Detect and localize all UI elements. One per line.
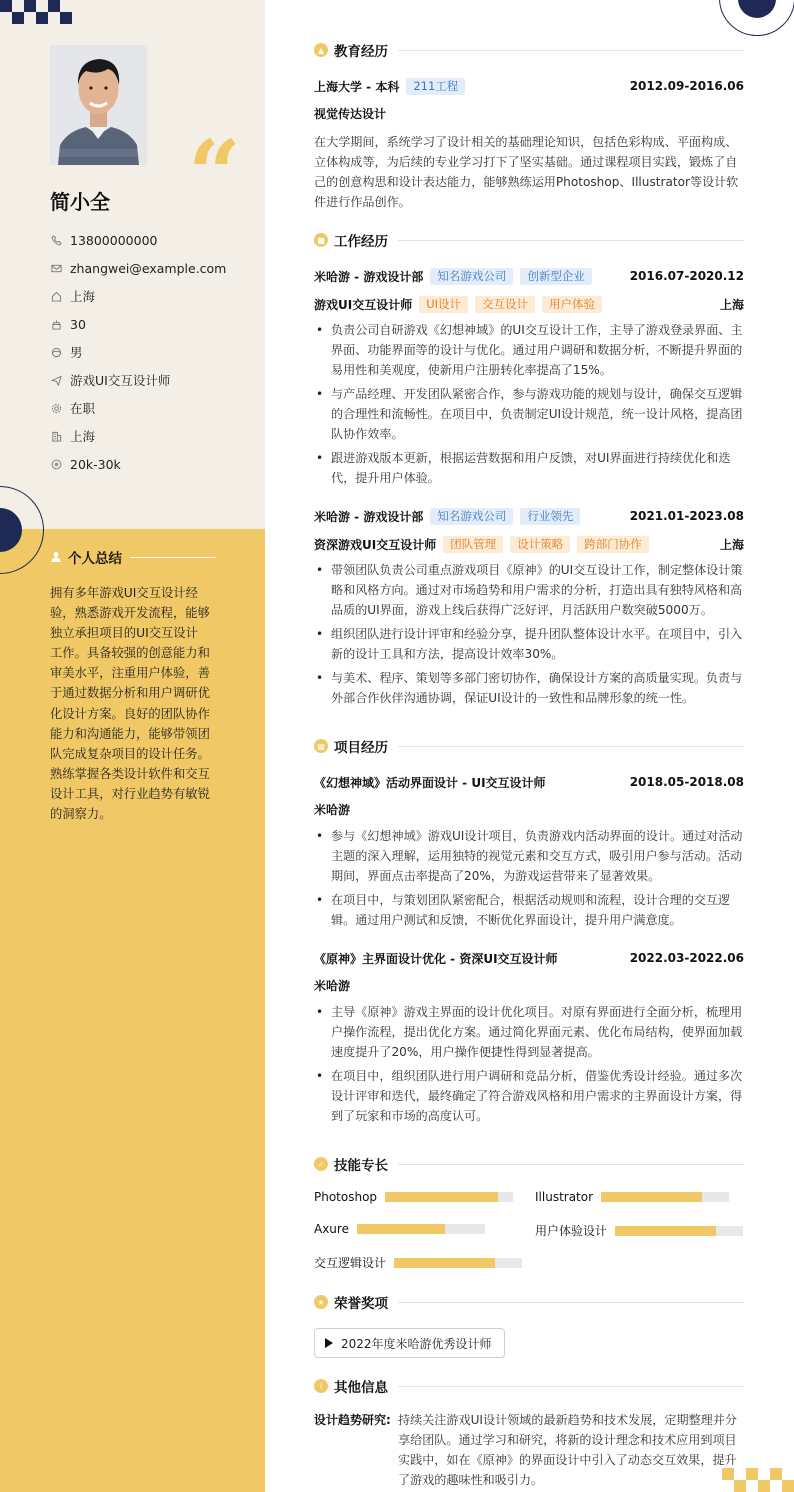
other-info-key: 设计趋势研究:: [314, 1413, 391, 1427]
sidebar: [0, 0, 265, 1492]
info-text: 20k-30k: [70, 456, 121, 472]
info-age: [50, 310, 260, 338]
section-title: 其他信息: [334, 1380, 388, 1396]
project-org: 米哈游: [314, 803, 351, 817]
company-name: 米哈游 - 游戏设计部: [314, 269, 424, 284]
divider: [398, 1164, 744, 1165]
education-heading: [314, 40, 744, 60]
divider: [398, 50, 744, 51]
skill-bar: [615, 1226, 743, 1236]
info-text: 上海: [70, 429, 96, 444]
tag: 交互设计: [475, 296, 535, 313]
summary-heading: [50, 547, 216, 567]
skill-item: [314, 1222, 485, 1236]
list-item: • 负责公司自研游戏《幻想神域》的UI交互设计工作，主导了游戏登录界面、主界面、功能界面等的设计与优化。通过用户调研和数据分析，不断提升界面的易用性和美观度，使新用户注册转化率提高了15%。: [314, 320, 744, 380]
tag: 跨部门协作: [577, 536, 649, 553]
job-icon: [50, 374, 62, 386]
role-name: 资深游戏UI交互设计师: [314, 537, 437, 552]
briefcase-icon: ■: [314, 233, 328, 247]
skills-heading: [314, 1154, 744, 1174]
info-city: [50, 422, 260, 450]
list-item: • 与产品经理、开发团队紧密合作，参与游戏功能的规划与设计，确保交互逻辑的合理性和流畅性。在项目中，负责制定UI设计规范，统一设计风格，提高团队协作效率。: [314, 384, 744, 444]
award-item: [314, 1328, 505, 1358]
info-location: [50, 282, 260, 310]
date-range: 2021.01-2023.08: [629, 509, 744, 523]
school-name: 上海大学 - 本科: [314, 79, 400, 94]
list-item: • 带领团队负责公司重点游戏项目《原神》的UI交互设计工作，制定整体设计策略和风格方向。通过对市场趋势和用户需求的分析，打造出具有独特风格和高品质的UI界面，游戏上线后获得广泛好评，月活跃用户数突破5000万。: [314, 560, 744, 620]
divider: [130, 557, 216, 558]
tag: 知名游戏公司: [430, 268, 513, 285]
projects-heading: [314, 736, 744, 756]
date-range: 2018.05-2018.08: [629, 775, 744, 789]
avatar-photo: [50, 45, 147, 165]
tag: 团队管理: [443, 536, 503, 553]
info-text: zhangwei@example.com: [70, 260, 227, 276]
gender-icon: [50, 346, 62, 358]
work-entry: [314, 506, 744, 712]
divider: [398, 1386, 744, 1387]
status-icon: [50, 402, 62, 414]
home-icon: [50, 290, 62, 302]
list-item: • 在项目中，与策划团队紧密配合，根据活动规则和流程，设计合理的交互逻辑。通过用户测试和反馈，不断优化界面设计，提升用户满意度。: [314, 890, 744, 930]
bullet-list: [314, 1002, 744, 1126]
education-description: 在大学期间，系统学习了设计相关的基础理论知识，包括色彩构成、平面构成、立体构成等，为后续的专业学习打下了坚实基础。通过课程项目实践，锻炼了自己的创意构思和设计表达能力，能够熟练运用Photoshop、Illustrator等设计软件进行作品创作。: [314, 135, 739, 209]
info-text: 在职: [70, 401, 96, 416]
skill-bar-fill: [394, 1258, 495, 1268]
skill-bar: [357, 1224, 485, 1234]
info-salary: [50, 450, 260, 478]
project-name: 《幻想神域》活动界面设计 - UI交互设计师: [314, 775, 546, 790]
project-entry: [314, 772, 744, 934]
skill-item: [314, 1254, 522, 1271]
divider: [398, 240, 744, 241]
grid-icon: ▦: [314, 739, 328, 753]
info-text: 游戏UI交互设计师: [70, 373, 171, 388]
skill-bar-fill: [615, 1226, 716, 1236]
skill-bar: [394, 1258, 522, 1268]
info-text: 13800000000: [70, 232, 158, 248]
list-item: • 跟进游戏版本更新，根据运营数据和用户反馈，对UI界面进行持续优化和迭代，提升用户体验。: [314, 448, 744, 488]
quote-mark: “: [188, 120, 241, 228]
other-info-item: [314, 1410, 744, 1490]
tag: UI设计: [419, 296, 468, 313]
mail-icon: [50, 262, 62, 274]
contact-info-list: [50, 226, 260, 478]
skill-bar-fill: [601, 1192, 702, 1202]
section-title: 项目经历: [334, 740, 388, 756]
skill-bar-fill: [385, 1192, 498, 1202]
list-item: • 组织团队进行设计评审和经验分享，提升团队整体设计水平。在项目中，引入新的设计工具和方法，提高设计效率30%。: [314, 624, 744, 664]
trophy-icon: ★: [314, 1295, 328, 1309]
honors-heading: [314, 1292, 744, 1312]
section-title: 教育经历: [334, 44, 388, 60]
tag: 设计策略: [510, 536, 570, 553]
date-range: 2016.07-2020.12: [629, 269, 744, 283]
salary-icon: [50, 458, 62, 470]
skill-name: 用户体验设计: [535, 1224, 608, 1238]
list-item: • 参与《幻想神域》游戏UI设计项目，负责游戏内活动界面的设计。通过对活动主题的深入理解，运用独特的视觉元素和交互方式，吸引用户参与活动。活动期间，界面点击率提高了20%，为游戏运营带来了显著效果。: [314, 826, 744, 886]
role-name: 游戏UI交互设计师: [314, 297, 413, 312]
skill-item: [535, 1190, 729, 1204]
project-org: 米哈游: [314, 979, 351, 993]
building-icon: [50, 430, 62, 442]
tag: 行业领先: [520, 508, 580, 525]
company-name: 米哈游 - 游戏设计部: [314, 509, 424, 524]
info-icon: i: [314, 1379, 328, 1393]
date-range: 2012.09-2016.06: [629, 79, 744, 93]
age-icon: [50, 318, 62, 330]
city: 上海: [719, 537, 744, 552]
skill-bar: [385, 1192, 513, 1202]
checker-decoration: [0, 0, 76, 24]
summary-title: 个人总结: [68, 551, 122, 567]
skill-item: [314, 1190, 513, 1204]
section-title: 工作经历: [334, 234, 388, 250]
divider: [398, 746, 744, 747]
tag: 211工程: [406, 78, 465, 95]
thumbs-up-icon: ✓: [314, 1157, 328, 1171]
bullet-list: [314, 320, 744, 488]
section-title: 荣誉奖项: [334, 1296, 388, 1312]
list-item: • 主导《原神》游戏主界面的设计优化项目。对原有界面进行全面分析，梳理用户操作流程，提出优化方案。通过简化界面元素、优化布局结构，使界面加载速度提升了20%，用户操作便捷性得到显著提高。: [314, 1002, 744, 1062]
project-name: 《原神》主界面设计优化 - 资深UI交互设计师: [314, 951, 558, 966]
info-job: [50, 366, 260, 394]
list-item: • 在项目中，组织团队进行用户调研和竞品分析，借鉴优秀设计经验。通过多次设计评审和迭代，最终确定了符合游戏风格和用户需求的主界面设计方案，得到了玩家和市场的高度认可。: [314, 1066, 744, 1126]
phone-icon: [50, 234, 62, 246]
other-info-value: 持续关注游戏UI设计领域的最新趋势和技术发展，定期整理并分享给团队。通过学习和研究，将新的设计理念和技术应用到项目实践中，如在《原神》的界面设计中引入了动态交互效果，提升了游戏的趣味性和吸引力。: [398, 1413, 737, 1487]
info-text: 上海: [70, 289, 96, 304]
skill-item: [535, 1222, 743, 1239]
date-range: 2022.03-2022.06: [629, 951, 744, 965]
graduation-cap-icon: ▲: [314, 43, 328, 57]
skill-bar-fill: [357, 1224, 445, 1234]
divider: [398, 1302, 744, 1303]
info-gender: [50, 338, 260, 366]
tag: 创新型企业: [520, 268, 592, 285]
info-text: 男: [70, 345, 83, 360]
work-heading: [314, 230, 744, 250]
skill-name: Photoshop: [314, 1190, 378, 1204]
info-phone: [50, 226, 260, 254]
project-entry: [314, 948, 744, 1130]
info-text: 30: [70, 316, 86, 332]
tag: 知名游戏公司: [430, 508, 513, 525]
skill-name: Axure: [314, 1222, 349, 1236]
skill-name: 交互逻辑设计: [314, 1256, 387, 1270]
bullet-list: [314, 560, 744, 708]
skill-name: Illustrator: [535, 1190, 594, 1204]
person-icon: [50, 548, 62, 567]
play-icon: [325, 1338, 333, 1348]
other-heading: [314, 1376, 744, 1396]
summary-text: 拥有多年游戏UI交互设计经验，熟悉游戏开发流程，能够独立承担项目的UI交互设计工作。具备较强的创意能力和审美水平，注重用户体验，善于通过数据分析和用户调研优化设计方案。良好的团队协作能力和沟通能力，能够带领团队完成复杂项目的设计任务。熟练掌握各类设计软件和交互设计工具，对行业趋势有敏锐的洞察力。: [50, 586, 210, 822]
info-status: [50, 394, 260, 422]
list-item: • 与美术、程序、策划等多部门密切协作，确保设计方案的高质量实现。负责与外部合作伙伴沟通协调，保证UI设计的一致性和品牌形象的统一性。: [314, 668, 744, 708]
info-email: [50, 254, 260, 282]
section-title: 技能专长: [334, 1158, 388, 1174]
major: 视觉传达设计: [314, 107, 387, 121]
award-name: 2022年度米哈游优秀设计师: [341, 1336, 492, 1351]
candidate-name: 简小全: [50, 190, 110, 214]
education-entry: [314, 76, 744, 212]
tag: 用户体验: [542, 296, 602, 313]
work-entry: [314, 266, 744, 492]
bullet-list: [314, 826, 744, 930]
skill-bar: [601, 1192, 729, 1202]
city: 上海: [719, 297, 744, 312]
